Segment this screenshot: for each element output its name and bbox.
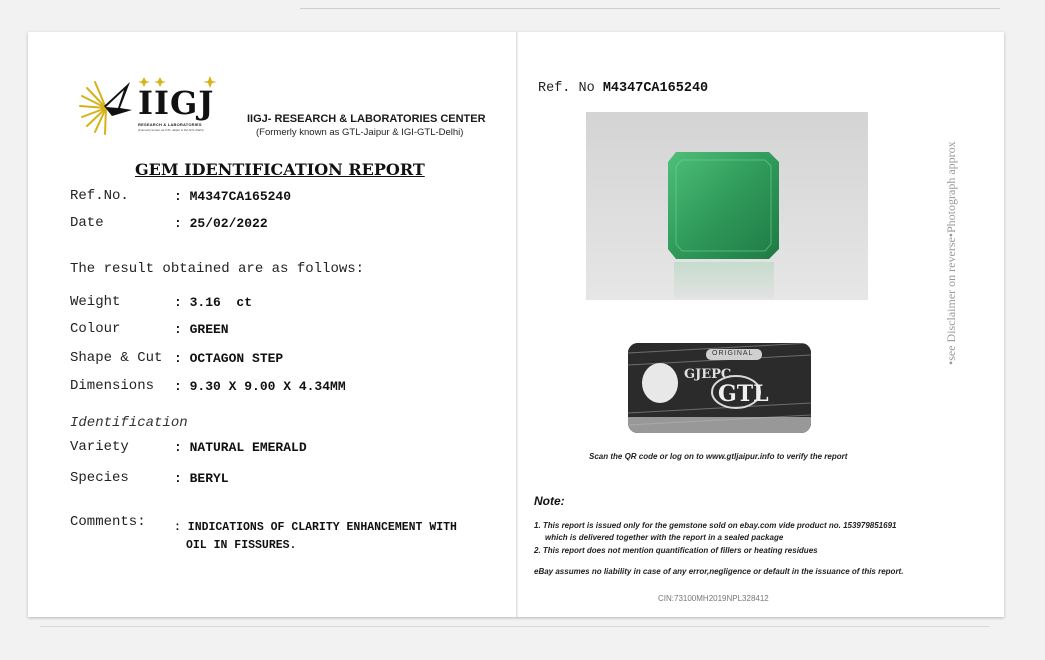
colour-value: : GREEN [174, 322, 229, 337]
species-value: : BERYL [174, 471, 229, 486]
hologram-badge: ORIGINAL [712, 350, 754, 357]
ebay-disclaimer: eBay assumes no liability in case of any error,negligence or default in the issuance of this report. [534, 567, 904, 576]
variety-label: Variety [70, 439, 129, 455]
logo-text: IIGJ [138, 84, 215, 122]
paper-bottom-edge [40, 626, 990, 627]
date-label: Date [70, 215, 104, 231]
note-1-continued: which is delivered together with the report in a sealed package [545, 533, 784, 542]
logo-subtitle-former: (Formerly known as GTL-Jaipur & IGI-GTL-Delhi) [138, 128, 204, 132]
emerald-gem-image [586, 112, 868, 300]
gemstone-photo [586, 112, 868, 300]
center-fold [516, 32, 518, 617]
iigj-logo [76, 76, 226, 136]
colour-label: Colour [70, 321, 121, 337]
cin-number: CIN:73100MH2019NPL328412 [658, 594, 769, 603]
comments-line-2: OIL IN FISSURES. [186, 539, 297, 552]
variety-value: : NATURAL EMERALD [174, 440, 307, 455]
note-2: 2. This report does not mention quantification of fillers or heating residues [534, 546, 818, 555]
verify-instruction: Scan the QR code or log on to www.gtljaipur.info to verify the report [589, 452, 848, 461]
right-ref-value: M4347CA165240 [602, 81, 709, 96]
weight-label: Weight [70, 294, 121, 310]
shape-value: : OCTAGON STEP [174, 351, 284, 366]
note-1: 1. This report is issued only for the gemstone sold on ebay.com vide product no. 153979851691 [534, 521, 897, 530]
weight-value: : 3.16 ct [174, 295, 253, 310]
sunburst-icon [76, 76, 136, 136]
report-title: GEM IDENTIFICATION REPORT [135, 160, 425, 179]
right-ref-label: Ref. No [538, 81, 595, 96]
comments-value [174, 519, 494, 555]
org-former-name: (Formerly known as GTL-Jaipur & IGI-GTL-Delhi) [256, 127, 464, 138]
species-label: Species [70, 470, 129, 486]
date-value: : 25/02/2022 [174, 216, 268, 231]
result-intro: The result obtained are as follows: [70, 261, 365, 277]
shape-label: Shape & Cut [70, 350, 163, 366]
org-name: IIGJ- RESEARCH & LABORATORIES CENTER [247, 113, 486, 125]
gtl-hologram [628, 343, 811, 433]
ref-label: Ref.No. [70, 188, 129, 204]
dimensions-value: : 9.30 X 9.00 X 4.34MM [174, 379, 346, 394]
ref-value: : M4347CA165240 [174, 189, 292, 204]
identification-heading: Identification [70, 415, 188, 431]
vertical-disclaimer: •see Disclaimer on reverse•Photograph approx [944, 141, 958, 365]
comments-label: Comments: [70, 514, 146, 530]
hologram-gjepc-text: GJEPC [684, 367, 732, 382]
right-ref [538, 81, 708, 96]
note-title: Note: [534, 494, 565, 508]
logo-subtitle: RESEARCH & LABORATORIES [138, 122, 202, 127]
dimensions-label: Dimensions [70, 378, 155, 394]
hologram-gtl-text: GTL [718, 381, 769, 407]
comments-line-1: : INDICATIONS OF CLARITY ENHANCEMENT WITH [174, 521, 457, 534]
paper-top-edge [300, 8, 1000, 23]
